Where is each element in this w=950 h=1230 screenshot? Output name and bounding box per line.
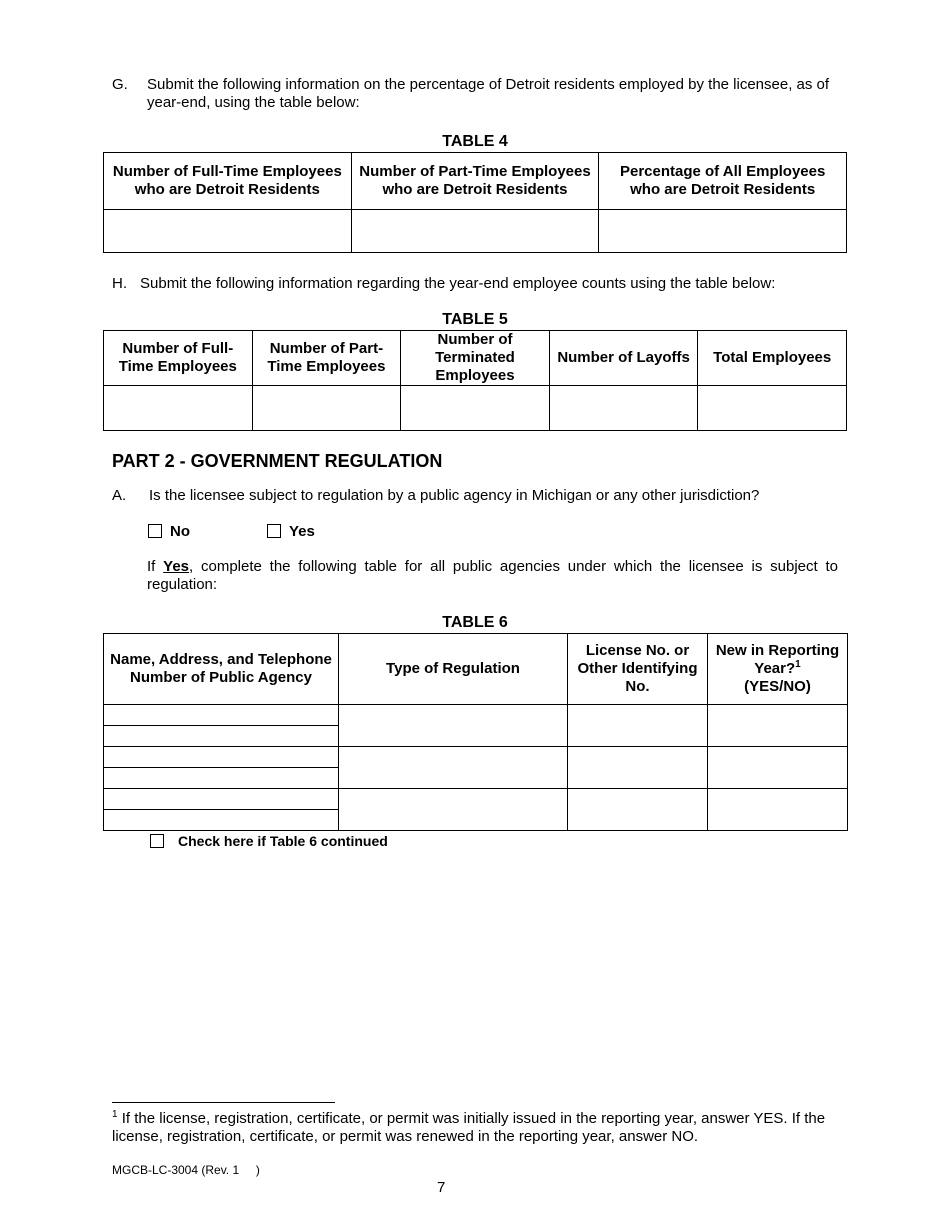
section-h-marker: H. — [112, 275, 127, 292]
table6 — [103, 633, 848, 831]
table5-header-fulltime: Number of Full-Time Employees — [104, 331, 253, 386]
section-g-marker: G. — [112, 76, 128, 93]
table5-header-parttime: Number of Part-Time Employees — [252, 331, 401, 386]
table5 — [103, 330, 847, 431]
part2-question-text: Is the licensee subject to regulation by a public agency in Michigan or any other jurisdiction? — [149, 487, 760, 504]
footnote-divider — [112, 1102, 335, 1103]
table4-header-fulltime: Number of Full-Time Employees who are Detroit Residents — [104, 153, 352, 210]
table5-cell-terminated[interactable] — [401, 386, 550, 431]
footnote — [112, 1110, 842, 1146]
table5-cell-total[interactable] — [698, 386, 847, 431]
instruction-rest: , complete the following table for all public agencies under which the licensee is subject to regulation: — [147, 558, 839, 593]
part2-instruction — [147, 558, 838, 594]
table-row — [104, 705, 848, 747]
table6-cell-license[interactable] — [568, 789, 708, 831]
table4-cell-percentage[interactable] — [599, 210, 847, 253]
table5-cell-fulltime[interactable] — [104, 386, 253, 431]
option-yes[interactable] — [267, 522, 315, 540]
table6-cell-new[interactable] — [708, 705, 848, 747]
table6-header-type: Type of Regulation — [339, 634, 568, 705]
table4-title: TABLE 4 — [442, 133, 508, 150]
table6-cell-agency[interactable] — [104, 705, 339, 747]
table-row — [104, 747, 848, 789]
instruction-keyword: Yes — [163, 558, 190, 575]
yes-checkbox[interactable] — [267, 524, 281, 538]
table6-continued[interactable] — [150, 832, 388, 849]
table5-header-terminated: Number of Terminated Employees — [401, 331, 550, 386]
table5-cell-layoffs[interactable] — [549, 386, 698, 431]
table6-header-new-suffix: (YES/NO) — [744, 678, 811, 695]
form-id: MGCB-LC-3004 (Rev. 1 ) — [112, 1163, 260, 1177]
table6-title: TABLE 6 — [442, 614, 508, 631]
table6-cell-new[interactable] — [708, 747, 848, 789]
continued-checkbox[interactable] — [150, 834, 164, 848]
table6-cell-agency[interactable] — [104, 747, 339, 789]
option-no[interactable] — [148, 522, 190, 540]
table6-cell-type[interactable] — [339, 789, 568, 831]
continued-label: Check here if Table 6 continued — [178, 833, 388, 850]
table6-header-new — [708, 634, 848, 705]
no-label: No — [170, 522, 190, 540]
table6-header-new-text: New in Reporting Year? — [715, 642, 840, 677]
section-g-text: Submit the following information on the percentage of Detroit residents employed by the licensee, as of year-end, using the table below: — [147, 76, 830, 111]
footnote-marker: 1 — [112, 1109, 118, 1120]
table4-cell-parttime[interactable] — [351, 210, 599, 253]
section-h-text: Submit the following information regarding the year-end employee counts using the table below: — [140, 275, 776, 292]
table6-cell-new[interactable] — [708, 789, 848, 831]
instruction-prefix: If — [147, 558, 156, 575]
yes-label: Yes — [289, 522, 315, 540]
table6-cell-type[interactable] — [339, 747, 568, 789]
table5-header-layoffs: Number of Layoffs — [549, 331, 698, 386]
table4-header-parttime: Number of Part-Time Employees who are Detroit Residents — [351, 153, 599, 210]
page-number: 7 — [437, 1179, 446, 1196]
table6-cell-license[interactable] — [568, 705, 708, 747]
table6-cell-agency[interactable] — [104, 789, 339, 831]
table6-cell-type[interactable] — [339, 705, 568, 747]
footnote-ref: 1 — [795, 659, 801, 670]
no-checkbox[interactable] — [148, 524, 162, 538]
part2-heading: PART 2 - GOVERNMENT REGULATION — [112, 451, 443, 471]
table4-cell-fulltime[interactable] — [104, 210, 352, 253]
table6-cell-license[interactable] — [568, 747, 708, 789]
table6-header-agency: Name, Address, and Telephone Number of Public Agency — [104, 634, 339, 705]
table4 — [103, 152, 847, 253]
table5-title: TABLE 5 — [442, 311, 508, 328]
table5-cell-parttime[interactable] — [252, 386, 401, 431]
footnote-text: If the license, registration, certificate, or permit was initially issued in the reporting year, answer YES. If the license, registration, certificate, or permit was renewed in the reporting year, answer NO. — [112, 1110, 826, 1145]
part2-question-marker: A. — [112, 487, 127, 504]
table-row — [104, 789, 848, 831]
table6-header-license: License No. or Other Identifying No. — [568, 634, 708, 705]
table4-header-percentage: Percentage of All Employees who are Detroit Residents — [599, 153, 847, 210]
table5-header-total: Total Employees — [698, 331, 847, 386]
